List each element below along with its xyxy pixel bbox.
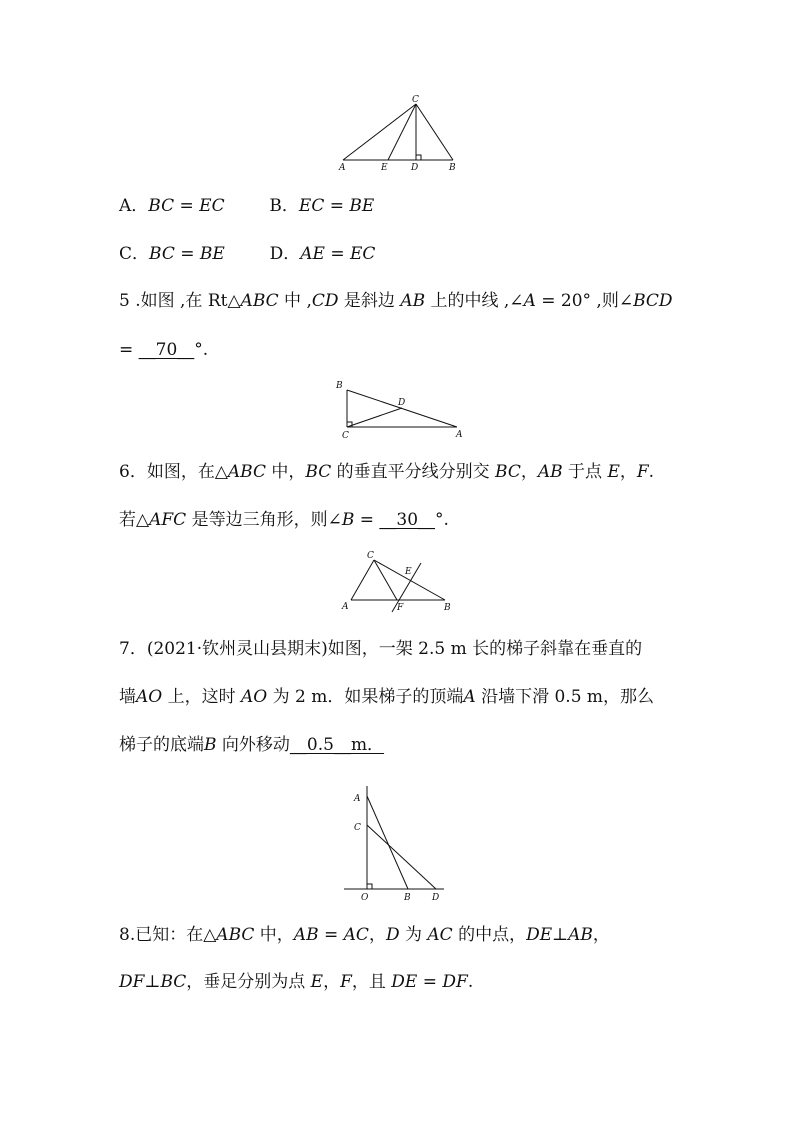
question-8-line-2: DF⊥BC，垂足分别为点 E，F，且 DE = DF. <box>119 972 474 992</box>
segment-ce <box>388 104 416 160</box>
label-d: D <box>411 163 419 173</box>
question-7-line-2: 墙AO 上，这时 AO 为 2 m．如果梯子的顶端A 沿墙下滑 0.5 m，那么 <box>119 687 655 707</box>
label-d: D <box>398 398 406 408</box>
figure-q4 <box>335 94 465 174</box>
segment-cb <box>374 560 445 600</box>
label-a: A <box>456 430 463 440</box>
label-o: O <box>361 893 369 903</box>
label-b: B <box>404 893 411 903</box>
figure-q5 <box>330 378 470 440</box>
question-5-line-2: = __70__°. <box>119 340 209 360</box>
question-6-line-1: 6．如图，在△ABC 中，BC 的垂直平分线分别交 BC，AB 于点 E，F. <box>119 462 655 482</box>
label-b: B <box>449 163 456 173</box>
ladder-ab <box>367 796 408 889</box>
answer-q7: __0.5__m． <box>289 735 385 755</box>
option-c: C．BC = BE <box>119 244 225 264</box>
question-5-line-1: 5 .如图 ,在 Rt△ABC 中 ,CD 是斜边 AB 上的中线 ,∠A = 20° ,则∠BCD <box>119 291 673 311</box>
answer-q5: __70__ <box>138 340 195 360</box>
label-a: A <box>342 602 349 612</box>
label-b: B <box>444 603 451 613</box>
segment-cb <box>416 104 453 160</box>
label-e: E <box>405 567 412 577</box>
question-7-line-1: 7．(2021·钦州灵山县期末)如图，一架 2.5 m 长的梯子斜靠在垂直的 <box>119 639 643 659</box>
options-row-1 <box>119 195 374 217</box>
segment-cd <box>347 408 402 427</box>
right-angle-mark <box>416 155 421 160</box>
label-e: E <box>381 163 388 173</box>
label-f: F <box>397 603 404 613</box>
label-d: D <box>432 893 440 903</box>
label-b: B <box>336 381 343 391</box>
question-6-line-2: 若△AFC 是等边三角形，则∠B = __30__°. <box>119 510 449 530</box>
figure-q7 <box>340 782 450 904</box>
question-8-line-1: 8.已知：在△ABC 中，AB = AC，D 为 AC 的中点，DE⊥AB， <box>119 925 610 945</box>
figure-q6 <box>335 546 460 616</box>
label-c: C <box>412 95 419 105</box>
label-c: C <box>342 431 349 441</box>
question-7-line-3: 梯子的底端B 向外移动__0.5__m． <box>119 735 385 755</box>
answer-q6: __30__ <box>379 510 436 530</box>
segment-ca <box>343 104 416 160</box>
right-angle-mark <box>367 884 372 889</box>
segment-ca <box>351 560 374 600</box>
option-b: B．EC = BE <box>269 196 375 216</box>
ladder-cd <box>367 825 436 889</box>
label-a: A <box>354 794 361 804</box>
option-d: D．AE = EC <box>269 244 376 264</box>
label-a: A <box>339 163 346 173</box>
options-row-2 <box>119 243 375 265</box>
label-c: C <box>354 823 361 833</box>
label-c: C <box>367 551 374 561</box>
option-a: A．BC = EC <box>119 196 225 216</box>
